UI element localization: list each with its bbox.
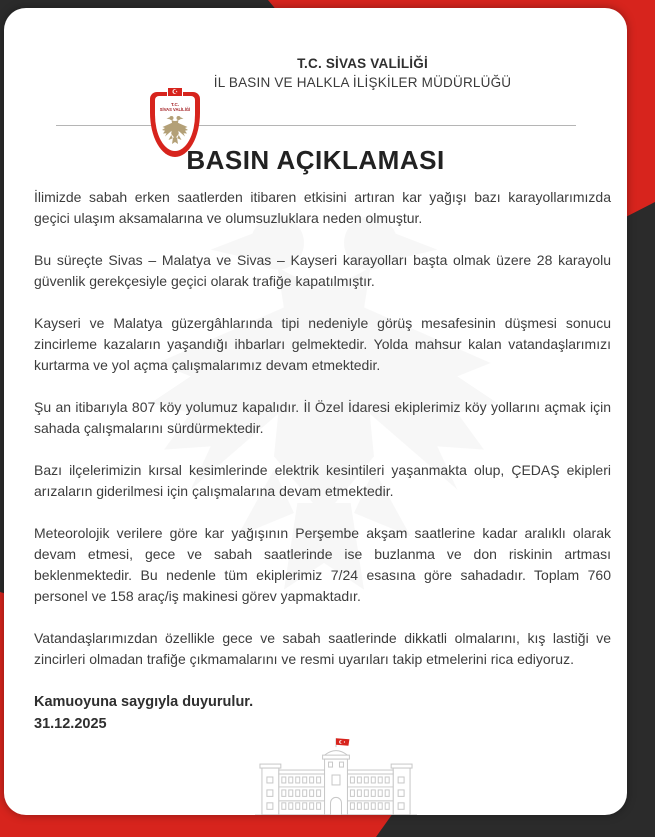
paragraph: İlimizde sabah erken saatlerden itibaren etkisini artıran kar yağışı bazı karayollarımızda geçici ulaşım aksamalarına ve olumsuzluklara neden olmuştur. — [34, 189, 611, 226]
press-release-card — [4, 8, 627, 815]
org-title-line2: İL BASIN VE HALKLA İLİŞKİLER MÜDÜRLÜĞÜ — [213, 75, 512, 90]
paragraph: Kayseri ve Malatya güzergâhlarında tipi nedeniyle görüş mesafesinin düşmesi sonucu zincirleme kazaların yaşandığı ihbarları gelmektedir. Yolda mahsur kalan vatandaşlarımızı kurtarma ve yol açma çalışmalarımız devam etmektedir. — [34, 315, 611, 373]
double-headed-eagle-icon — [160, 113, 190, 147]
paragraph: Şu an itibarıyla 807 köy yolumuz kapalıdır. İl Özel İdaresi ekiplerimiz köy yollarını açmak için sahada çalışmalarını sürdürmektedir. — [34, 399, 611, 436]
press-release-body — [4, 187, 627, 670]
building-turkish-flag-icon — [336, 738, 349, 745]
closing-salutation: Kamuoyuna saygıyla duyurulur. — [34, 694, 254, 710]
emblem-tc-label: T.C. — [170, 102, 179, 107]
header-divider — [56, 125, 576, 126]
header — [4, 54, 627, 112]
paragraph: Bu süreçte Sivas – Malatya ve Sivas – Kayseri karayolları başta olmak üzere 28 karayolu güvenlik gerekçesiyle geçici olarak trafiğe kapatılmıştır. — [34, 252, 611, 289]
turkish-flag-icon: ☪ — [167, 87, 183, 97]
paragraph: Meteorolojik verilere göre kar yağışının Perşembe akşam saatlerine kadar aralıklı olarak devam etmesi, gece ve sabah saatlerinde ise buzlanma ve don riskinin artması beklenmektedir. Bu nedenle tüm ekiplerimiz 7/24 esasına göre sahadadır. Toplam 760 personel ve 158 araç/iş makinesi görev yapmaktadır. — [34, 525, 611, 604]
org-title-line1: T.C. SİVAS VALİLİĞİ — [297, 56, 428, 71]
closing-date: 31.12.2025 — [34, 716, 107, 732]
page-title: BASIN AÇIKLAMASI — [186, 145, 445, 175]
paragraph: Bazı ilçelerimizin kırsal kesimlerinde elektrik kesintileri yaşanmakta olup, ÇEDAŞ ekipleri arızaların giderilmesi için çalışmalarına devam etmektedir. — [34, 462, 611, 499]
government-building-illustration — [254, 737, 418, 815]
organization-titles — [122, 54, 603, 92]
paragraph: Vatandaşlarımızdan özellikle gece ve sabah saatlerinde dikkatli olmalarını, kış lastiği ve zincirleri olmadan trafiğe çıkmamalarını ve resmi uyarıları takip etmelerini rica ediyoruz. — [34, 630, 611, 667]
closing-block — [4, 691, 627, 735]
emblem-org-label: SİVAS VALİLİĞİ — [159, 107, 191, 112]
